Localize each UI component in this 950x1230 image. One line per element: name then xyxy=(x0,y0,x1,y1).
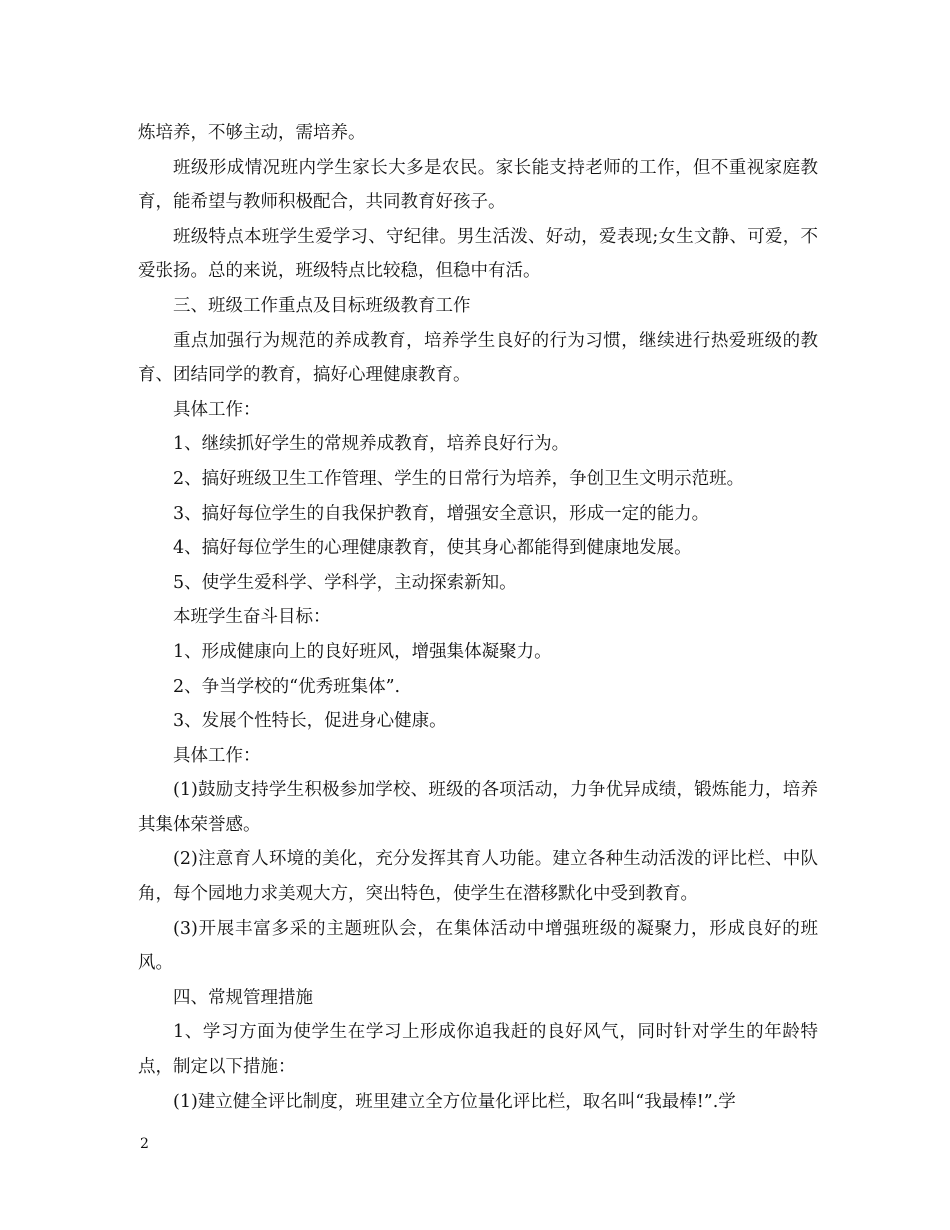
paragraph: 具体工作： xyxy=(173,399,261,420)
paragraph: 具体工作： xyxy=(173,745,261,766)
paragraph: 三、班级工作重点及目标班级教育工作 xyxy=(173,295,471,316)
paragraph: 3、搞好每位学生的自我保护教育，增强安全意识，形成一定的能力。 xyxy=(173,503,710,524)
paragraph: 2、争当学校的“优秀班集体”. xyxy=(173,676,401,697)
document-body xyxy=(138,116,818,1119)
paragraph: 3、发展个性特长，促进身心健康。 xyxy=(173,711,447,732)
paragraph: (2)注意育人环境的美化，充分发挥其育人功能。建立各种生动活泼的评比栏、中队角，每个园地力求美观大方，突出特色，使学生在潜移默化中受到教育。 xyxy=(138,849,818,905)
paragraph: 本班学生奋斗目标： xyxy=(173,607,331,628)
paragraph: (1)建立健全评比制度，班里建立全方位量化评比栏，取名叫“我最棒!”.学 xyxy=(173,1091,736,1112)
paragraph: (1)鼓励支持学生积极参加学校、班级的各项活动，力争优异成绩，锻炼能力，培养其集体荣誉感。 xyxy=(138,780,818,835)
paragraph: 炼培养，不够主动，需培养。 xyxy=(138,123,366,143)
paragraph: 1、学习方面为使学生在学习上形成你追我赶的良好风气，同时针对学生的年龄特点，制定以下措施： xyxy=(138,1022,818,1078)
paragraph: 班级特点本班学生爱学习、守纪律。男生活泼、好动，爱表现;女生文静、可爱，不爱张扬。总的来说，班级特点比较稳，但稳中有活。 xyxy=(138,226,818,282)
paragraph: (3)开展丰富多采的主题班队会，在集体活动中增强班级的凝聚力，形成良好的班风。 xyxy=(138,918,818,974)
paragraph: 重点加强行为规范的养成教育，培养学生良好的行为习惯，继续进行热爱班级的教育、团结同学的教育，搞好心理健康教育。 xyxy=(138,330,818,386)
paragraph: 班级形成情况班内学生家长大多是农民。家长能支持老师的工作，但不重视家庭教育，能希望与教师积极配合，共同教育好孩子。 xyxy=(138,157,818,213)
paragraph: 4、搞好每位学生的心理健康教育，使其身心都能得到健康地发展。 xyxy=(173,538,692,559)
paragraph: 四、常规管理措施 xyxy=(173,987,313,1008)
page-number: 2 xyxy=(140,1136,149,1152)
paragraph: 1、继续抓好学生的常规养成教育，培养良好行为。 xyxy=(173,434,570,455)
paragraph: 2、搞好班级卫生工作管理、学生的日常行为培养，争创卫生文明示范班。 xyxy=(173,468,745,489)
paragraph: 1、形成健康向上的良好班风，增强集体凝聚力。 xyxy=(173,641,552,662)
paragraph: 5、使学生爱科学、学科学，主动探索新知。 xyxy=(173,572,517,593)
